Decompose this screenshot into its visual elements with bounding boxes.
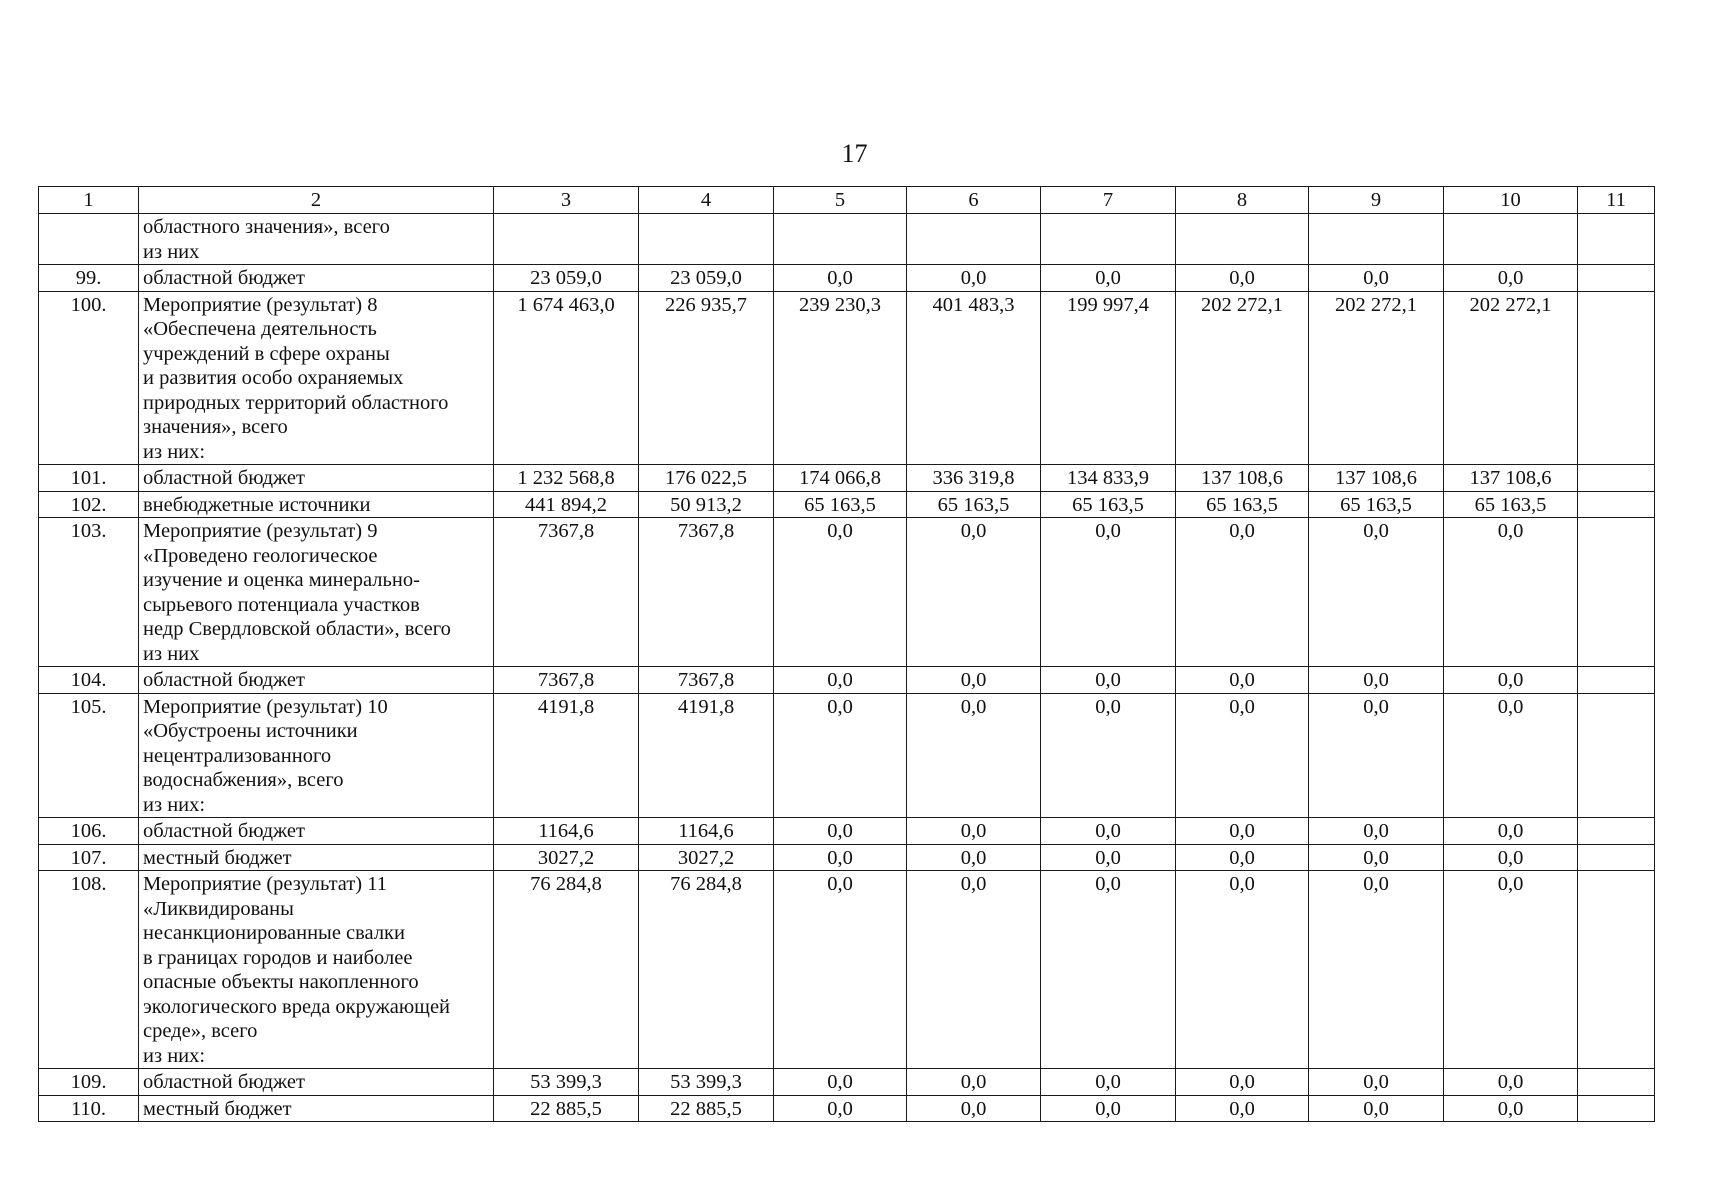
- row-description: местный бюджет: [139, 1095, 494, 1122]
- value-cell: 7367,8: [639, 518, 774, 667]
- value-cell: 0,0: [774, 265, 907, 292]
- value-cell: 7367,8: [494, 518, 639, 667]
- value-cell: 0,0: [1444, 844, 1578, 871]
- value-cell: 0,0: [1176, 518, 1309, 667]
- value-cell: 3027,2: [639, 844, 774, 871]
- column-11-cell: [1578, 818, 1655, 845]
- value-cell: 0,0: [1176, 667, 1309, 694]
- value-cell: 53 399,3: [494, 1069, 639, 1096]
- value-cell: 202 272,1: [1444, 291, 1578, 465]
- value-cell: 0,0: [907, 844, 1041, 871]
- value-cell: 22 885,5: [639, 1095, 774, 1122]
- row-description: Мероприятие (результат) 10 «Обустроены источники нецентрализованного водоснабжения», всего из них:: [139, 693, 494, 818]
- table-row: [39, 667, 1655, 694]
- value-cell: 0,0: [1309, 667, 1444, 694]
- value-cell: 0,0: [1041, 265, 1176, 292]
- table-row: [39, 844, 1655, 871]
- value-cell: 0,0: [1176, 693, 1309, 818]
- value-cell: [774, 214, 907, 265]
- table-header: [39, 187, 1655, 214]
- value-cell: 1164,6: [639, 818, 774, 845]
- value-cell: 0,0: [1041, 693, 1176, 818]
- column-header: 10: [1444, 187, 1578, 214]
- value-cell: [639, 214, 774, 265]
- value-cell: 0,0: [774, 871, 907, 1069]
- row-description: Мероприятие (результат) 9 «Проведено геологическое изучение и оценка минерально- сырьевого потенциала участков недр Свердловской области», всего из них: [139, 518, 494, 667]
- value-cell: 0,0: [907, 871, 1041, 1069]
- column-header: 6: [907, 187, 1041, 214]
- value-cell: 0,0: [907, 693, 1041, 818]
- value-cell: 336 319,8: [907, 465, 1041, 492]
- value-cell: 1 232 568,8: [494, 465, 639, 492]
- value-cell: 0,0: [1041, 1095, 1176, 1122]
- value-cell: 23 059,0: [494, 265, 639, 292]
- value-cell: 0,0: [1041, 667, 1176, 694]
- page-number: 17: [841, 139, 868, 168]
- value-cell: [1041, 214, 1176, 265]
- value-cell: 0,0: [1444, 693, 1578, 818]
- column-11-cell: [1578, 518, 1655, 667]
- column-header: 2: [139, 187, 494, 214]
- value-cell: 0,0: [1309, 1095, 1444, 1122]
- value-cell: 226 935,7: [639, 291, 774, 465]
- table-row: [39, 871, 1655, 1069]
- column-11-cell: [1578, 693, 1655, 818]
- row-description: Мероприятие (результат) 11 «Ликвидированы несанкционированные свалки в границах городов и наиболее опасные объекты накопленного экологического вреда окружающей среде», всего из них:: [139, 871, 494, 1069]
- value-cell: 0,0: [1176, 844, 1309, 871]
- value-cell: 53 399,3: [639, 1069, 774, 1096]
- value-cell: 0,0: [1444, 818, 1578, 845]
- value-cell: 134 833,9: [1041, 465, 1176, 492]
- value-cell: [907, 214, 1041, 265]
- value-cell: 0,0: [1444, 1095, 1578, 1122]
- value-cell: 0,0: [1041, 818, 1176, 845]
- value-cell: 50 913,2: [639, 491, 774, 518]
- column-header: 11: [1578, 187, 1655, 214]
- row-number: [39, 214, 139, 265]
- value-cell: 0,0: [907, 818, 1041, 845]
- value-cell: 0,0: [1176, 265, 1309, 292]
- table-row: [39, 214, 1655, 265]
- value-cell: 0,0: [774, 844, 907, 871]
- column-header: 5: [774, 187, 907, 214]
- value-cell: 4191,8: [639, 693, 774, 818]
- value-cell: 137 108,6: [1309, 465, 1444, 492]
- value-cell: 1 674 463,0: [494, 291, 639, 465]
- value-cell: 0,0: [1041, 844, 1176, 871]
- value-cell: 3027,2: [494, 844, 639, 871]
- value-cell: 0,0: [1309, 844, 1444, 871]
- value-cell: 65 163,5: [774, 491, 907, 518]
- value-cell: 0,0: [774, 693, 907, 818]
- column-11-cell: [1578, 1069, 1655, 1096]
- value-cell: 199 997,4: [1041, 291, 1176, 465]
- value-cell: 65 163,5: [1309, 491, 1444, 518]
- value-cell: 0,0: [1309, 818, 1444, 845]
- value-cell: 0,0: [907, 1095, 1041, 1122]
- column-11-cell: [1578, 667, 1655, 694]
- row-description: областной бюджет: [139, 1069, 494, 1096]
- value-cell: 176 022,5: [639, 465, 774, 492]
- value-cell: 0,0: [1041, 871, 1176, 1069]
- table-row: [39, 465, 1655, 492]
- value-cell: 441 894,2: [494, 491, 639, 518]
- row-number: 109.: [39, 1069, 139, 1096]
- table-row: [39, 818, 1655, 845]
- value-cell: 7367,8: [639, 667, 774, 694]
- value-cell: 0,0: [1309, 265, 1444, 292]
- value-cell: 239 230,3: [774, 291, 907, 465]
- value-cell: 0,0: [1309, 518, 1444, 667]
- row-number: 103.: [39, 518, 139, 667]
- row-description: местный бюджет: [139, 844, 494, 871]
- column-11-cell: [1578, 1095, 1655, 1122]
- header-row: [39, 187, 1655, 214]
- value-cell: 0,0: [907, 667, 1041, 694]
- table-row: [39, 1069, 1655, 1096]
- table-row: [39, 491, 1655, 518]
- value-cell: 0,0: [1176, 818, 1309, 845]
- value-cell: 7367,8: [494, 667, 639, 694]
- value-cell: 0,0: [1444, 871, 1578, 1069]
- value-cell: 0,0: [1444, 1069, 1578, 1096]
- value-cell: 174 066,8: [774, 465, 907, 492]
- value-cell: 65 163,5: [1176, 491, 1309, 518]
- table-body: [39, 214, 1655, 1122]
- column-11-cell: [1578, 491, 1655, 518]
- value-cell: 4191,8: [494, 693, 639, 818]
- value-cell: 0,0: [1041, 1069, 1176, 1096]
- column-11-cell: [1578, 291, 1655, 465]
- value-cell: 65 163,5: [1041, 491, 1176, 518]
- value-cell: 0,0: [1444, 667, 1578, 694]
- value-cell: 202 272,1: [1176, 291, 1309, 465]
- value-cell: 202 272,1: [1309, 291, 1444, 465]
- row-description: внебюджетные источники: [139, 491, 494, 518]
- value-cell: 0,0: [1176, 1069, 1309, 1096]
- row-number: 99.: [39, 265, 139, 292]
- value-cell: 0,0: [1176, 871, 1309, 1069]
- column-11-cell: [1578, 214, 1655, 265]
- value-cell: 76 284,8: [494, 871, 639, 1069]
- row-description: областной бюджет: [139, 465, 494, 492]
- value-cell: 0,0: [1041, 518, 1176, 667]
- value-cell: 23 059,0: [639, 265, 774, 292]
- value-cell: 0,0: [1444, 518, 1578, 667]
- value-cell: 0,0: [1176, 1095, 1309, 1122]
- value-cell: [1309, 214, 1444, 265]
- row-number: 106.: [39, 818, 139, 845]
- value-cell: 0,0: [774, 518, 907, 667]
- budget-table: [38, 186, 1655, 1122]
- row-number: 104.: [39, 667, 139, 694]
- value-cell: 65 163,5: [1444, 491, 1578, 518]
- row-number: 108.: [39, 871, 139, 1069]
- row-number: 110.: [39, 1095, 139, 1122]
- row-number: 100.: [39, 291, 139, 465]
- row-number: 107.: [39, 844, 139, 871]
- column-11-cell: [1578, 465, 1655, 492]
- table-row: [39, 693, 1655, 818]
- value-cell: 137 108,6: [1444, 465, 1578, 492]
- column-header: 1: [39, 187, 139, 214]
- table-row: [39, 518, 1655, 667]
- value-cell: 401 483,3: [907, 291, 1041, 465]
- table-row: [39, 1095, 1655, 1122]
- column-header: 4: [639, 187, 774, 214]
- value-cell: [1444, 214, 1578, 265]
- row-number: 101.: [39, 465, 139, 492]
- row-description: областной бюджет: [139, 818, 494, 845]
- value-cell: 0,0: [1309, 1069, 1444, 1096]
- value-cell: 0,0: [907, 265, 1041, 292]
- table-row: [39, 265, 1655, 292]
- value-cell: 0,0: [774, 818, 907, 845]
- value-cell: 76 284,8: [639, 871, 774, 1069]
- value-cell: 0,0: [774, 1095, 907, 1122]
- value-cell: 22 885,5: [494, 1095, 639, 1122]
- value-cell: 0,0: [1309, 871, 1444, 1069]
- value-cell: [494, 214, 639, 265]
- row-description: областной бюджет: [139, 667, 494, 694]
- value-cell: 0,0: [774, 1069, 907, 1096]
- value-cell: 1164,6: [494, 818, 639, 845]
- column-11-cell: [1578, 265, 1655, 292]
- row-description: Мероприятие (результат) 8 «Обеспечена деятельность учреждений в сфере охраны и развития особо охраняемых природных территорий областного значения», всего из них:: [139, 291, 494, 465]
- row-description: областной бюджет: [139, 265, 494, 292]
- value-cell: 65 163,5: [907, 491, 1041, 518]
- value-cell: 0,0: [907, 518, 1041, 667]
- value-cell: 0,0: [907, 1069, 1041, 1096]
- column-header: 3: [494, 187, 639, 214]
- value-cell: 137 108,6: [1176, 465, 1309, 492]
- row-number: 102.: [39, 491, 139, 518]
- value-cell: 0,0: [1309, 693, 1444, 818]
- column-header: 9: [1309, 187, 1444, 214]
- value-cell: 0,0: [774, 667, 907, 694]
- row-description: областного значения», всего из них: [139, 214, 494, 265]
- value-cell: [1176, 214, 1309, 265]
- row-number: 105.: [39, 693, 139, 818]
- column-header: 8: [1176, 187, 1309, 214]
- column-11-cell: [1578, 871, 1655, 1069]
- column-11-cell: [1578, 844, 1655, 871]
- table-row: [39, 291, 1655, 465]
- value-cell: 0,0: [1444, 265, 1578, 292]
- column-header: 7: [1041, 187, 1176, 214]
